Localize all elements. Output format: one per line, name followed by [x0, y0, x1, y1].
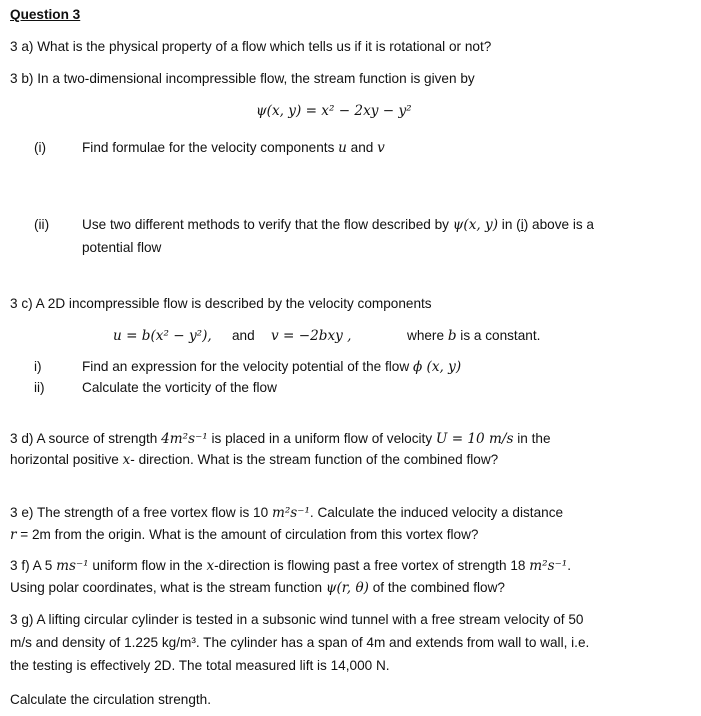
q3c-intro: 3 c) A 2D incompressible flow is described by the velocity components — [10, 296, 432, 311]
question-heading: Question 3 — [10, 7, 81, 22]
q3c-item-i-text: Find an expression for the velocity potential of the flow ϕ (x, y) — [82, 359, 462, 375]
q3g-line4: Calculate the circulation strength. — [10, 692, 211, 707]
q3c-item-ii-text: Calculate the vorticity of the flow — [82, 380, 277, 395]
q3f-line2: Using polar coordinates, what is the stream function ψ(r, θ) of the combined flow? — [10, 580, 505, 596]
q3c-eq-v: v = −2bxy , — [271, 328, 352, 344]
q3g-line2: m/s and density of 1.225 kg/m³. The cylinder has a span of 4m and extends from wall to wall, i.e. — [10, 635, 590, 650]
q3c-item-i-num: i) — [34, 359, 42, 374]
q3d-line1: 3 d) A source of strength 4m²s⁻¹ is placed in a uniform flow of velocity U = 10 m/s in the — [10, 431, 551, 447]
q3d-line2: horizontal positive x- direction. What is the stream function of the combined flow? — [10, 452, 499, 468]
q3b-part-ii-text: Use two different methods to verify that the flow described by ψ(x, y) in (i) above is a — [82, 217, 594, 233]
q3b-equation: ψ(x, y) = x² − 2xy − y² — [256, 103, 412, 119]
q3a-text: 3 a) What is the physical property of a flow which tells us if it is rotational or not? — [10, 39, 492, 54]
q3e-line2: r = 2m from the origin. What is the amount of circulation from this vortex flow? — [10, 527, 479, 543]
q3g-line1: 3 g) A lifting circular cylinder is tested in a subsonic wind tunnel with a free stream velocity of 50 — [10, 612, 584, 627]
q3c-and: and — [232, 328, 255, 343]
q3f-line1: 3 f) A 5 ms⁻¹ uniform flow in the x-direction is flowing past a free vortex of strength 18 m²s⁻¹. — [10, 558, 571, 574]
q3c-eq-u: u = b(x² − y²), — [113, 328, 212, 344]
q3b-part-ii-text-line2: potential flow — [82, 240, 162, 255]
q3b-intro: 3 b) In a two-dimensional incompressible flow, the stream function is given by — [10, 71, 475, 86]
q3e-line1: 3 e) The strength of a free vortex flow is 10 m²s⁻¹. Calculate the induced velocity a distance — [10, 505, 564, 521]
q3c-item-ii-num: ii) — [34, 380, 45, 395]
q3g-line3: the testing is effectively 2D. The total measured lift is 14,000 N. — [10, 658, 390, 673]
q3b-part-i-text: Find formulae for the velocity components u and v — [82, 140, 385, 156]
q3b-part-i-num: (i) — [34, 140, 47, 155]
q3c-where: where b is a constant. — [407, 328, 541, 344]
q3b-part-ii-num: (ii) — [34, 217, 50, 232]
